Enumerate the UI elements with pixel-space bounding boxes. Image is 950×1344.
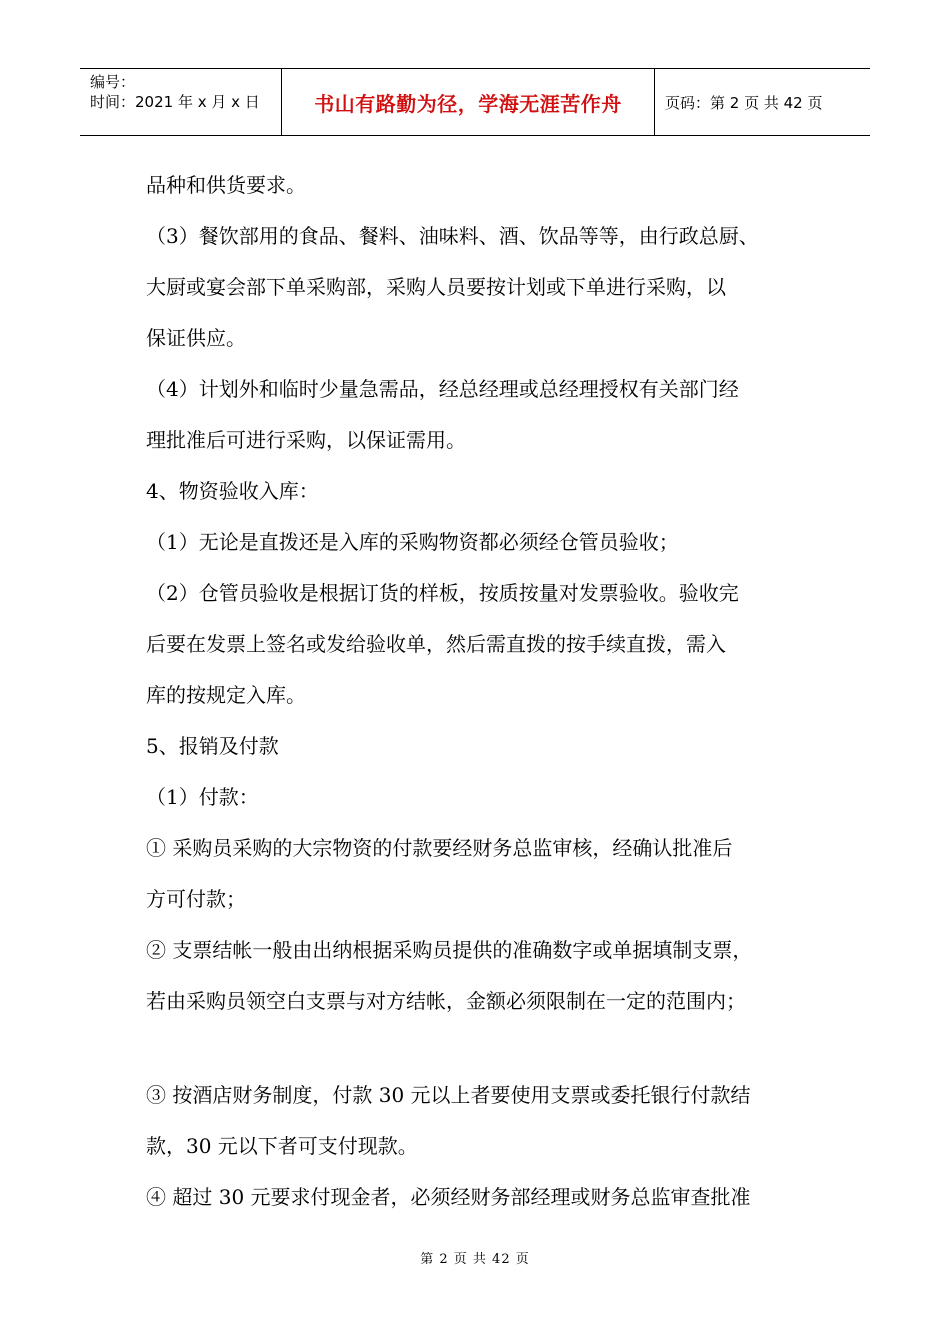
- header-page-info: [655, 69, 870, 135]
- paragraph-line: 大厨或宴会部下单采购部，采购人员要按计划或下单进行采购，以: [146, 275, 726, 299]
- header-motto-cell: [282, 69, 655, 135]
- header-meta: [80, 69, 282, 135]
- paragraph-line: 理批准后可进行采购，以保证需用。: [146, 428, 466, 452]
- document-body: [146, 160, 816, 1223]
- paragraph-line: （1）付款：: [146, 785, 259, 809]
- number-label: 编号：: [90, 73, 136, 91]
- paragraph-line: 保证供应。: [146, 326, 246, 350]
- paragraph-line: 方可付款；: [146, 887, 246, 911]
- paragraph-line: （2）仓管员验收是根据订货的样板，按质按量对发票验收。验收完: [146, 581, 739, 605]
- paragraph-line: 库的按规定入库。: [146, 683, 306, 707]
- paragraph-line: （1）无论是直拨还是入库的采购物资都必须经仓管员验收；: [146, 530, 679, 554]
- document-header: [80, 68, 870, 136]
- blank-gap: [146, 1027, 816, 1070]
- paragraph-line: ③ 按酒店财务制度，付款 30 元以上者要使用支票或委托银行付款结: [146, 1083, 751, 1107]
- paragraph-line: 后要在发票上签名或发给验收单，然后需直拨的按手续直拨，需入: [146, 632, 726, 656]
- paragraph-line: （4）计划外和临时少量急需品，经总经理或总经理授权有关部门经: [146, 377, 739, 401]
- paragraph-line: 若由采购员领空白支票与对方结帐，金额必须限制在一定的范围内；: [146, 989, 746, 1013]
- paragraph-line: 品种和供货要求。: [146, 173, 306, 197]
- time-label: 时间：2021 年 x 月 x 日: [90, 93, 260, 111]
- section-heading: 5、报销及付款: [146, 734, 279, 758]
- page-footer: 第 2 页 共 42 页: [420, 1252, 530, 1267]
- paragraph-line: ① 采购员采购的大宗物资的付款要经财务总监审核，经确认批准后: [146, 836, 733, 860]
- paragraph-line: 款，30 元以下者可支付现款。: [146, 1134, 418, 1158]
- paragraph-line: （3）餐饮部用的食品、餐料、油味料、酒、饮品等等，由行政总厨、: [146, 224, 759, 248]
- section-heading: 4、物资验收入库：: [146, 479, 319, 503]
- paragraph-line: ④ 超过 30 元要求付现金者，必须经财务部经理或财务总监审查批准: [146, 1185, 751, 1209]
- page-info-text: 页码：第 2 页 共 42 页: [665, 93, 823, 112]
- paragraph-line: ② 支票结帐一般由出纳根据采购员提供的准确数字或单据填制支票，: [146, 938, 753, 962]
- motto-text: 书山有路勤为径，学海无涯苦作舟: [314, 91, 622, 116]
